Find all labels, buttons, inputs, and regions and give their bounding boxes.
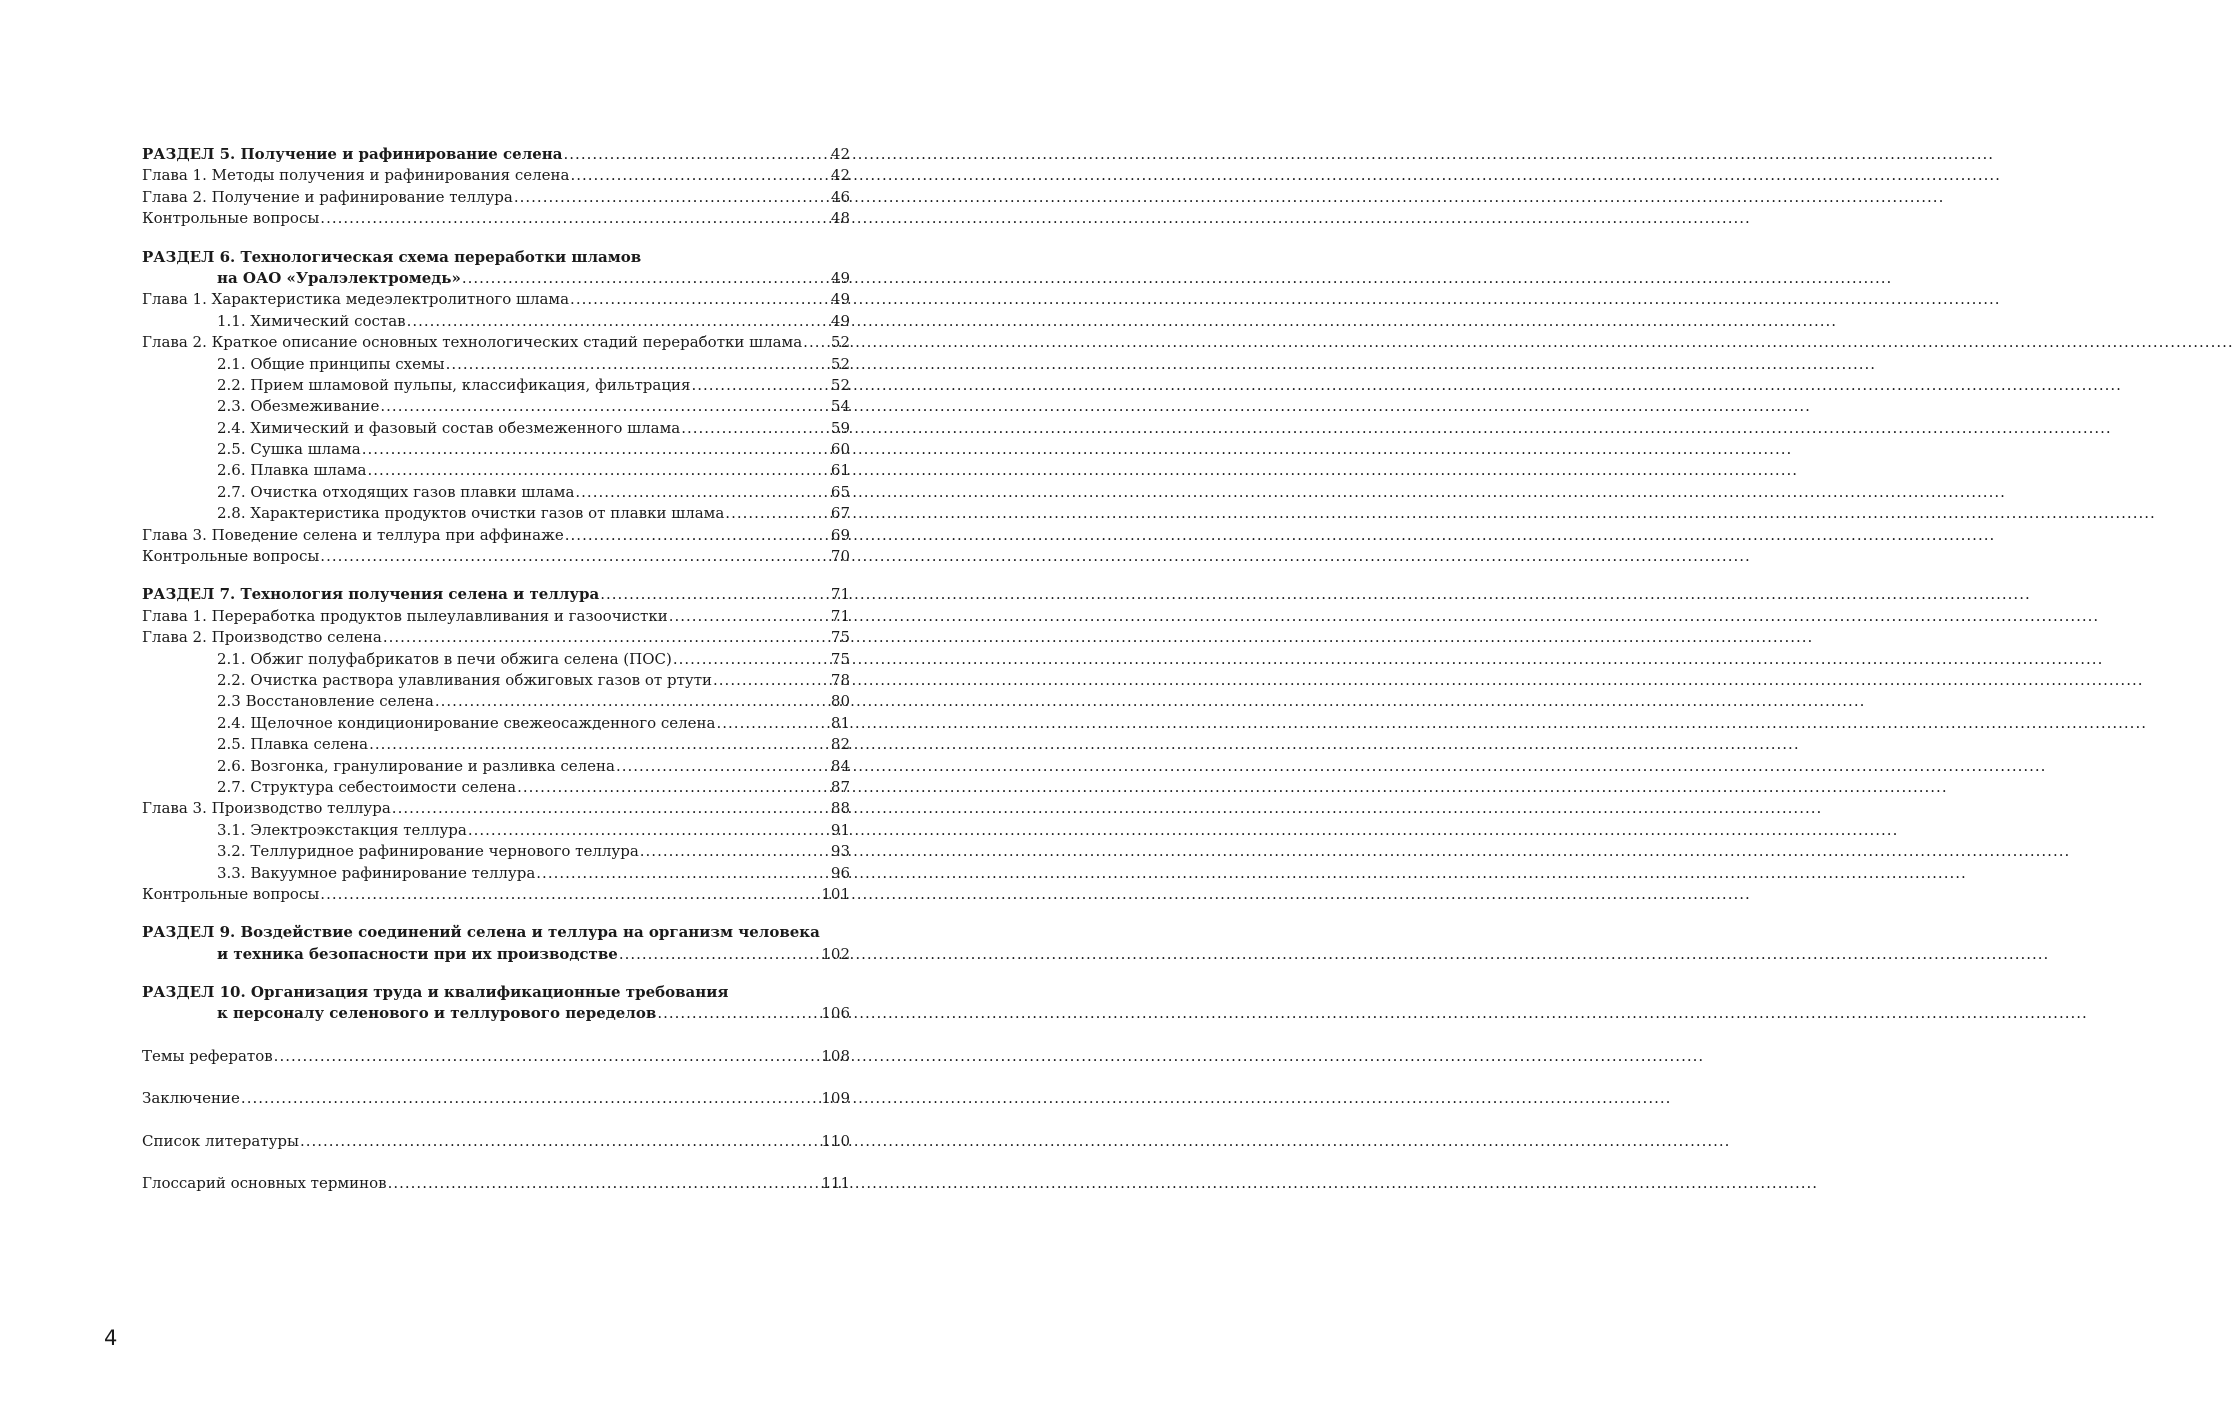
entry-label: 2.3. Обезмеживание	[217, 397, 380, 416]
dot-leader	[681, 418, 830, 439]
toc-entry[interactable]	[142, 332, 850, 353]
dot-leader	[536, 863, 830, 884]
entry-label: 2.7. Структура себестоимости селена	[217, 777, 517, 796]
page-ref: 110	[821, 1131, 850, 1150]
section-title-continued: на ОАО «Уралэлектромедь»	[217, 268, 461, 287]
page-ref: 108	[821, 1046, 850, 1065]
dot-leader	[468, 820, 830, 841]
dot-leader	[369, 734, 830, 755]
page-ref: 54	[830, 397, 850, 416]
dot-leader	[600, 584, 830, 605]
page-ref: 67	[830, 504, 850, 523]
entry-label: Контрольные вопросы	[142, 547, 320, 566]
toc-entry[interactable]	[142, 289, 850, 310]
page-ref: 111	[821, 1174, 850, 1193]
toc-subentry[interactable]	[142, 670, 850, 691]
entry-label: 2.4. Щелочное кондиционирование свежеосажденного селена	[217, 713, 716, 732]
toc-heading-line[interactable]	[142, 144, 850, 165]
dot-leader	[462, 268, 830, 289]
page-ref: 70	[830, 547, 850, 566]
toc-entry[interactable]	[142, 546, 850, 567]
page-ref: 78	[830, 670, 850, 689]
toc-entry[interactable]	[142, 525, 850, 546]
dot-leader	[673, 649, 830, 670]
page-ref: 96	[830, 863, 850, 882]
dot-leader	[392, 798, 830, 819]
page-ref: 82	[830, 735, 850, 754]
dot-leader	[691, 375, 829, 396]
entry-label: 2.6. Плавка шлама	[217, 461, 367, 480]
toc-entry[interactable]	[142, 1088, 850, 1109]
entry-label: Глава 2. Получение и рафинирование теллура	[142, 187, 513, 206]
dot-leader	[657, 1003, 820, 1024]
entry-label: 1.1. Химический состав	[217, 311, 406, 330]
page-ref: 49	[830, 290, 850, 309]
end-item	[142, 1173, 850, 1194]
section-7	[142, 584, 850, 905]
section-10	[142, 982, 850, 1025]
dot-leader	[446, 354, 830, 375]
entry-label: Глоссарий основных терминов	[142, 1174, 387, 1193]
entry-label: 3.2. Теллуридное рафинирование чернового теллура	[217, 842, 639, 861]
section-title: РАЗДЕЛ 5. Получение и рафинирование селена	[142, 145, 563, 163]
toc-entry[interactable]	[142, 798, 850, 819]
page-ref: 71	[830, 585, 850, 604]
page-ref: 87	[830, 777, 850, 796]
dot-leader	[380, 396, 830, 417]
entry-label: 2.8. Характеристика продуктов очистки газов от плавки шлама	[217, 504, 725, 523]
page-ref: 109	[821, 1089, 850, 1108]
toc-subentry[interactable]	[142, 311, 850, 332]
dot-leader	[517, 777, 830, 798]
page-ref: 84	[830, 756, 850, 775]
dot-leader	[362, 439, 830, 460]
toc-subentry[interactable]	[142, 777, 850, 798]
end-item	[142, 1088, 850, 1109]
entry-label: Глава 3. Поведение селена и теллура при аффинаже	[142, 525, 564, 544]
toc-entry[interactable]	[142, 187, 850, 208]
entry-label: Контрольные вопросы	[142, 209, 320, 228]
page-ref: 46	[830, 187, 850, 206]
dot-leader	[570, 165, 829, 186]
toc-subentry[interactable]	[142, 649, 850, 670]
page-ref: 59	[830, 418, 850, 437]
toc-entry[interactable]	[142, 627, 850, 648]
page-ref: 75	[830, 628, 850, 647]
page-ref: 60	[830, 440, 850, 459]
toc-heading-line[interactable]	[142, 1003, 850, 1024]
entry-label: Темы рефератов	[142, 1046, 273, 1065]
page-ref: 88	[830, 799, 850, 818]
page-ref: 65	[830, 482, 850, 501]
dot-leader	[669, 606, 830, 627]
dot-leader	[717, 713, 830, 734]
toc-subentry[interactable]	[142, 503, 850, 524]
dot-leader	[640, 841, 830, 862]
entry-label: 2.3 Восстановление селена	[217, 692, 434, 711]
dot-leader	[435, 691, 830, 712]
toc-subentry[interactable]	[142, 354, 850, 375]
toc-subentry[interactable]	[142, 820, 850, 841]
dot-leader	[320, 546, 830, 567]
dot-leader	[407, 311, 830, 332]
page-ref: 101	[821, 884, 850, 903]
page-ref: 69	[830, 525, 850, 544]
toc-entry[interactable]	[142, 1131, 850, 1152]
toc-subentry[interactable]	[142, 841, 850, 862]
entry-label: Глава 1. Методы получения и рафинирования селена	[142, 166, 570, 185]
page-ref: 91	[830, 820, 850, 839]
entry-label: Контрольные вопросы	[142, 884, 320, 903]
dot-leader	[575, 482, 830, 503]
toc-heading-line[interactable]	[142, 584, 850, 605]
page-ref: 52	[830, 354, 850, 373]
page-ref: 80	[830, 692, 850, 711]
toc-heading-line[interactable]	[142, 944, 850, 965]
dot-leader	[619, 944, 821, 965]
entry-label: 3.3. Вакуумное рафинирование теллура	[217, 863, 536, 882]
toc-subentry[interactable]	[142, 418, 850, 439]
section-title-continued: и техника безопасности при их производстве	[217, 944, 618, 963]
dot-leader	[388, 1173, 821, 1194]
section-5	[142, 144, 850, 230]
dot-leader	[514, 187, 830, 208]
toc-subentry[interactable]	[142, 734, 850, 755]
page-ref: 102	[821, 944, 850, 963]
section-title-continued: к персоналу селенового и теллурового переделов	[217, 1004, 657, 1023]
entry-label: 2.7. Очистка отходящих газов плавки шлама	[217, 482, 575, 501]
dot-leader	[300, 1131, 820, 1152]
dot-leader	[241, 1088, 820, 1109]
dot-leader	[320, 884, 820, 905]
section-6	[142, 247, 850, 568]
page-ref: 42	[830, 166, 850, 185]
page-ref: 52	[830, 375, 850, 394]
toc-entry[interactable]	[142, 1046, 850, 1067]
page-ref: 49	[830, 311, 850, 330]
section-title: РАЗДЕЛ 6. Технологическая схема переработки шламов	[142, 247, 642, 266]
toc-entry[interactable]	[142, 606, 850, 627]
dot-leader	[803, 332, 830, 353]
entry-label: 2.1. Общие принципы схемы	[217, 354, 445, 373]
toc-subentry[interactable]	[142, 863, 850, 884]
dot-leader	[725, 503, 830, 524]
page-number: 4	[104, 1326, 118, 1350]
dot-leader	[320, 208, 830, 229]
dot-leader	[565, 525, 830, 546]
toc-subentry[interactable]	[142, 439, 850, 460]
dot-leader	[368, 460, 830, 481]
toc-entry[interactable]	[142, 1173, 850, 1194]
page-ref: 81	[830, 713, 850, 732]
section-title: РАЗДЕЛ 10. Организация труда и квалификационные требования	[142, 983, 729, 1002]
dot-leader	[713, 670, 830, 691]
dot-leader	[564, 144, 830, 165]
entry-label: 3.1. Электроэкстакция теллура	[217, 820, 467, 839]
page-ref: 106	[821, 1004, 850, 1023]
entry-label: Глава 2. Производство селена	[142, 628, 382, 647]
toc-entry[interactable]	[142, 208, 850, 229]
page-ref: 48	[830, 209, 850, 228]
page-ref: 93	[830, 842, 850, 861]
section-title: РАЗДЕЛ 7. Технология получения селена и теллура	[142, 585, 600, 604]
entry-label: Список литературы	[142, 1131, 299, 1150]
toc-entry[interactable]	[142, 165, 850, 186]
toc-subentry[interactable]	[142, 460, 850, 481]
entry-label: 2.6. Возгонка, гранулирование и разливка селена	[217, 756, 615, 775]
toc-subentry[interactable]	[142, 691, 850, 712]
entry-label: Глава 2. Краткое описание основных технологических стадий переработки шлама	[142, 333, 803, 352]
entry-label: 2.4. Химический и фазовый состав обезмеженного шлама	[217, 418, 681, 437]
page-ref: 71	[830, 606, 850, 625]
page-ref: 42	[830, 145, 850, 163]
entry-label: Глава 1. Переработка продуктов пылеулавливания и газоочистки	[142, 606, 668, 625]
page-ref: 61	[830, 461, 850, 480]
entry-label: 2.5. Плавка селена	[217, 735, 369, 754]
page-ref: 49	[830, 268, 850, 287]
table-of-contents	[142, 144, 850, 1194]
page-ref: 75	[830, 649, 850, 668]
end-item	[142, 1046, 850, 1067]
entry-label: Заключение	[142, 1089, 240, 1108]
entry-label: Глава 3. Производство теллура	[142, 799, 391, 818]
toc-entry[interactable]	[142, 884, 850, 905]
toc-subentry[interactable]	[142, 713, 850, 734]
toc-subentry[interactable]	[142, 375, 850, 396]
entry-label: 2.2. Прием шламовой пульпы, классификация, фильтрация	[217, 375, 691, 394]
entry-label: 2.1. Обжиг полуфабрикатов в печи обжига селена (ПОС)	[217, 649, 672, 668]
entry-label: Глава 1. Характеристика медеэлектролитного шлама	[142, 290, 570, 309]
toc-subentry[interactable]	[142, 396, 850, 417]
end-item	[142, 1131, 850, 1152]
dot-leader	[616, 756, 830, 777]
section-title: РАЗДЕЛ 9. Воздействие соединений селена и теллура на организм человека	[142, 923, 820, 942]
dot-leader	[570, 289, 830, 310]
dot-leader	[274, 1046, 821, 1067]
section-9	[142, 922, 850, 965]
toc-subentry[interactable]	[142, 756, 850, 777]
toc-subentry[interactable]	[142, 482, 850, 503]
page-ref: 52	[830, 333, 850, 352]
dot-leader	[383, 627, 830, 648]
entry-label: 2.2. Очистка раствора улавливания обжиговых газов от ртути	[217, 670, 713, 689]
toc-heading-line[interactable]	[142, 268, 850, 289]
entry-label: 2.5. Сушка шлама	[217, 440, 361, 459]
